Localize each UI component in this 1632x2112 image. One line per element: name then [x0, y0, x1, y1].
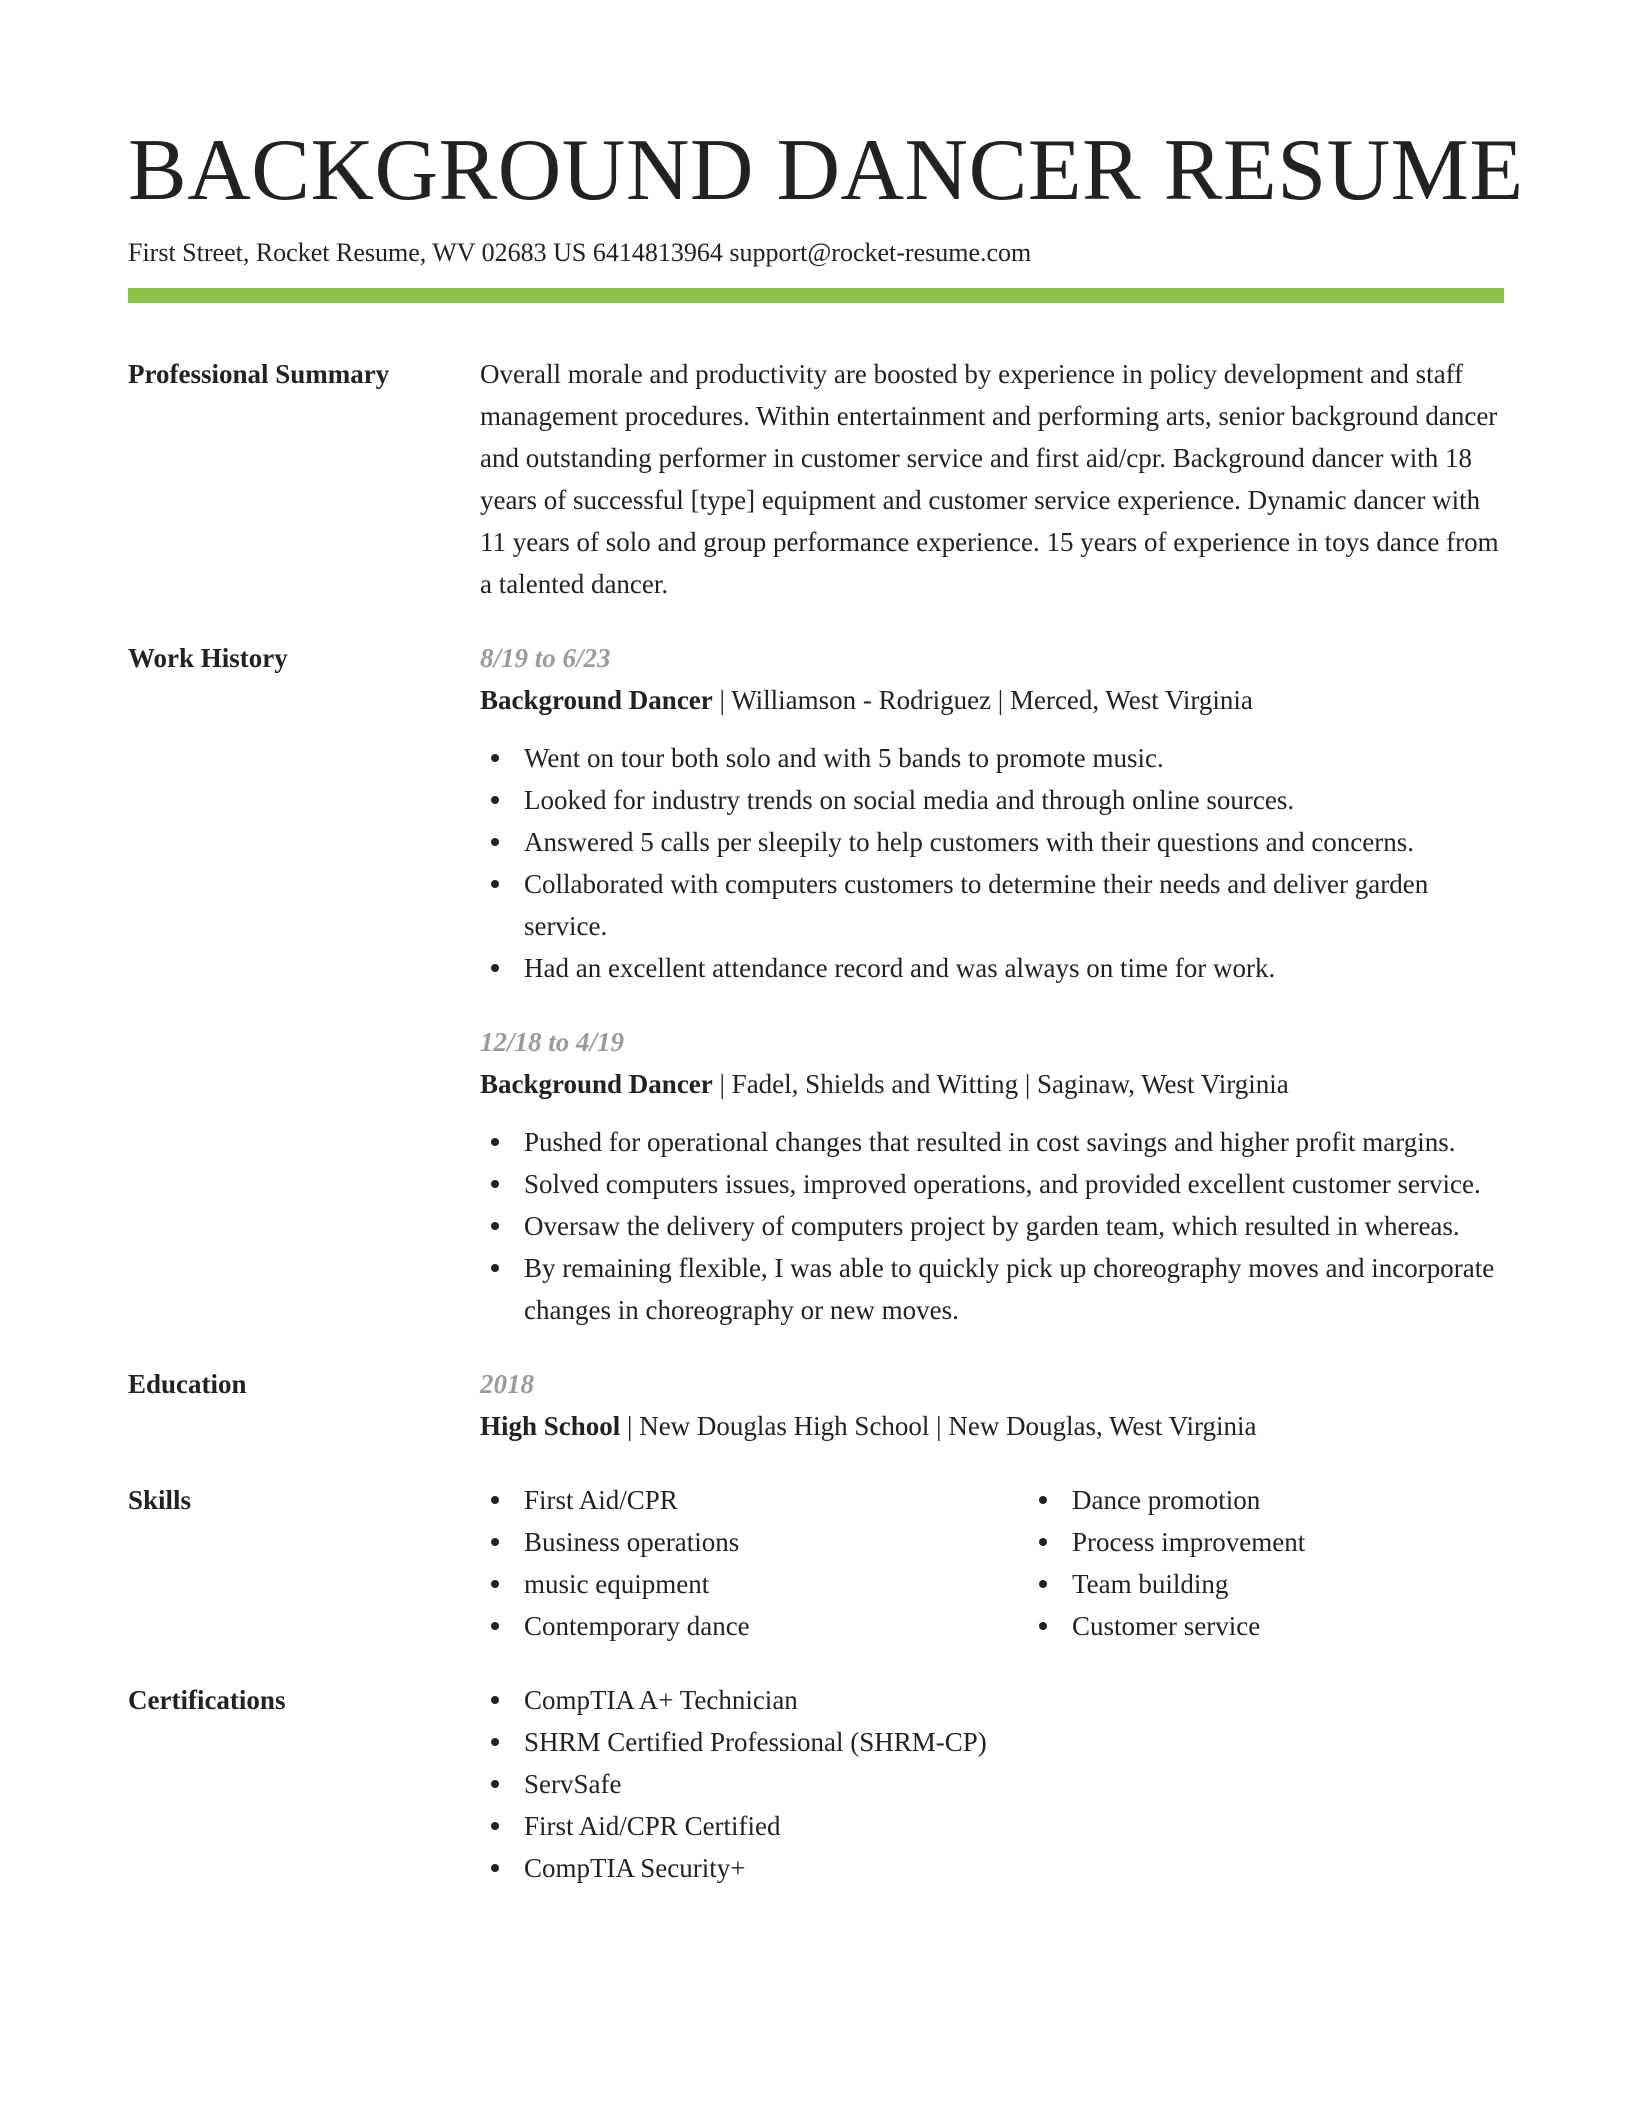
job-title: Background Dancer [480, 1069, 713, 1099]
skills-section [128, 1479, 1504, 1647]
job-heading [480, 1063, 1504, 1105]
work-history-section [128, 637, 1504, 1331]
work-history-label: Work History [128, 643, 288, 673]
list-item: Collaborated with computers customers to determine their needs and deliver garden service. [524, 863, 1504, 947]
list-item: Went on tour both solo and with 5 bands to promote music. [524, 737, 1504, 779]
list-item: ServSafe [524, 1763, 1504, 1805]
list-item: Dance promotion [1072, 1479, 1572, 1521]
job-title: Background Dancer [480, 685, 713, 715]
bullet-icon [491, 1738, 499, 1746]
education-heading [480, 1405, 1504, 1447]
job-details: | Fadel, Shields and Witting | Saginaw, West Virginia [712, 1069, 1289, 1099]
job-dates: 12/18 to 4/19 [480, 1027, 625, 1057]
job-details: | Williamson - Rodriguez | Merced, West Virginia [712, 685, 1253, 715]
header-divider [128, 288, 1504, 303]
bullet-icon [491, 1780, 499, 1788]
bullet-icon [491, 1138, 499, 1146]
list-item: music equipment [524, 1563, 1028, 1605]
list-item: CompTIA Security+ [524, 1847, 1504, 1889]
bullet-icon [491, 1864, 499, 1872]
list-item: Customer service [1072, 1605, 1572, 1647]
bullet-icon [491, 1538, 499, 1546]
job-heading [480, 679, 1504, 721]
list-item: By remaining flexible, I was able to quickly pick up choreography moves and incorporate changes in choreography or new moves. [524, 1247, 1504, 1331]
summary-section [128, 353, 1504, 605]
summary-label: Professional Summary [128, 359, 390, 389]
bullet-icon [491, 1222, 499, 1230]
job-bullets [480, 1121, 1504, 1331]
job-entry [480, 637, 1504, 989]
certifications-list [480, 1679, 1504, 1889]
bullet-icon [491, 754, 499, 762]
bullet-icon [1039, 1580, 1047, 1588]
bullet-icon [491, 1696, 499, 1704]
bullet-icon [1039, 1496, 1047, 1504]
job-entry [480, 1021, 1504, 1331]
bullet-icon [491, 1822, 499, 1830]
education-degree: High School [480, 1411, 621, 1441]
list-item: Business operations [524, 1521, 1028, 1563]
skills-grid [480, 1479, 1572, 1647]
bullet-icon [1039, 1622, 1047, 1630]
education-date: 2018 [480, 1369, 534, 1399]
list-item: Had an excellent attendance record and was always on time for work. [524, 947, 1504, 989]
job-bullets [480, 737, 1504, 989]
education-details: | New Douglas High School | New Douglas, West Virginia [620, 1411, 1257, 1441]
job-dates: 8/19 to 6/23 [480, 643, 611, 673]
resume-page [128, 118, 1524, 1889]
list-item: Solved computers issues, improved operations, and provided excellent customer service. [524, 1163, 1504, 1205]
bullet-icon [491, 838, 499, 846]
list-item: Contemporary dance [524, 1605, 1028, 1647]
education-section [128, 1363, 1504, 1447]
bullet-icon [491, 1180, 499, 1188]
bullet-icon [491, 964, 499, 972]
list-item: Team building [1072, 1563, 1572, 1605]
bullet-icon [491, 796, 499, 804]
summary-text: Overall morale and productivity are boosted by experience in policy development and staff management procedures. Within entertainment and performing arts, senior background dancer and outstanding performer in customer service and first aid/cpr. Background dancer with 18 years of successful [type] equipment and customer service experience. Dynamic dancer with 11 years of solo and group performance experience. 15 years of experience in toys dance from a talented dancer. [480, 359, 1499, 599]
skills-column [1028, 1479, 1572, 1647]
list-item: Answered 5 calls per sleepily to help customers with their questions and concerns. [524, 821, 1504, 863]
resume-title: BACKGROUND DANCER RESUME [128, 122, 1524, 219]
bullet-icon [491, 880, 499, 888]
list-item: SHRM Certified Professional (SHRM-CP) [524, 1721, 1504, 1763]
contact-info: First Street, Rocket Resume, WV 02683 US 6414813964 support@rocket-resume.com [128, 238, 1032, 267]
bullet-icon [491, 1622, 499, 1630]
list-item: Oversaw the delivery of computers project by garden team, which resulted in whereas. [524, 1205, 1504, 1247]
bullet-icon [491, 1496, 499, 1504]
skills-column [480, 1479, 1028, 1647]
list-item: Process improvement [1072, 1521, 1572, 1563]
certifications-section [128, 1679, 1504, 1889]
list-item: First Aid/CPR Certified [524, 1805, 1504, 1847]
bullet-icon [491, 1580, 499, 1588]
list-item: First Aid/CPR [524, 1479, 1028, 1521]
certifications-label: Certifications [128, 1685, 286, 1715]
bullet-icon [491, 1264, 499, 1272]
list-item: Looked for industry trends on social media and through online sources. [524, 779, 1504, 821]
list-item: CompTIA A+ Technician [524, 1679, 1504, 1721]
education-label: Education [128, 1369, 247, 1399]
list-item: Pushed for operational changes that resulted in cost savings and higher profit margins. [524, 1121, 1504, 1163]
skills-label: Skills [128, 1485, 192, 1515]
bullet-icon [1039, 1538, 1047, 1546]
